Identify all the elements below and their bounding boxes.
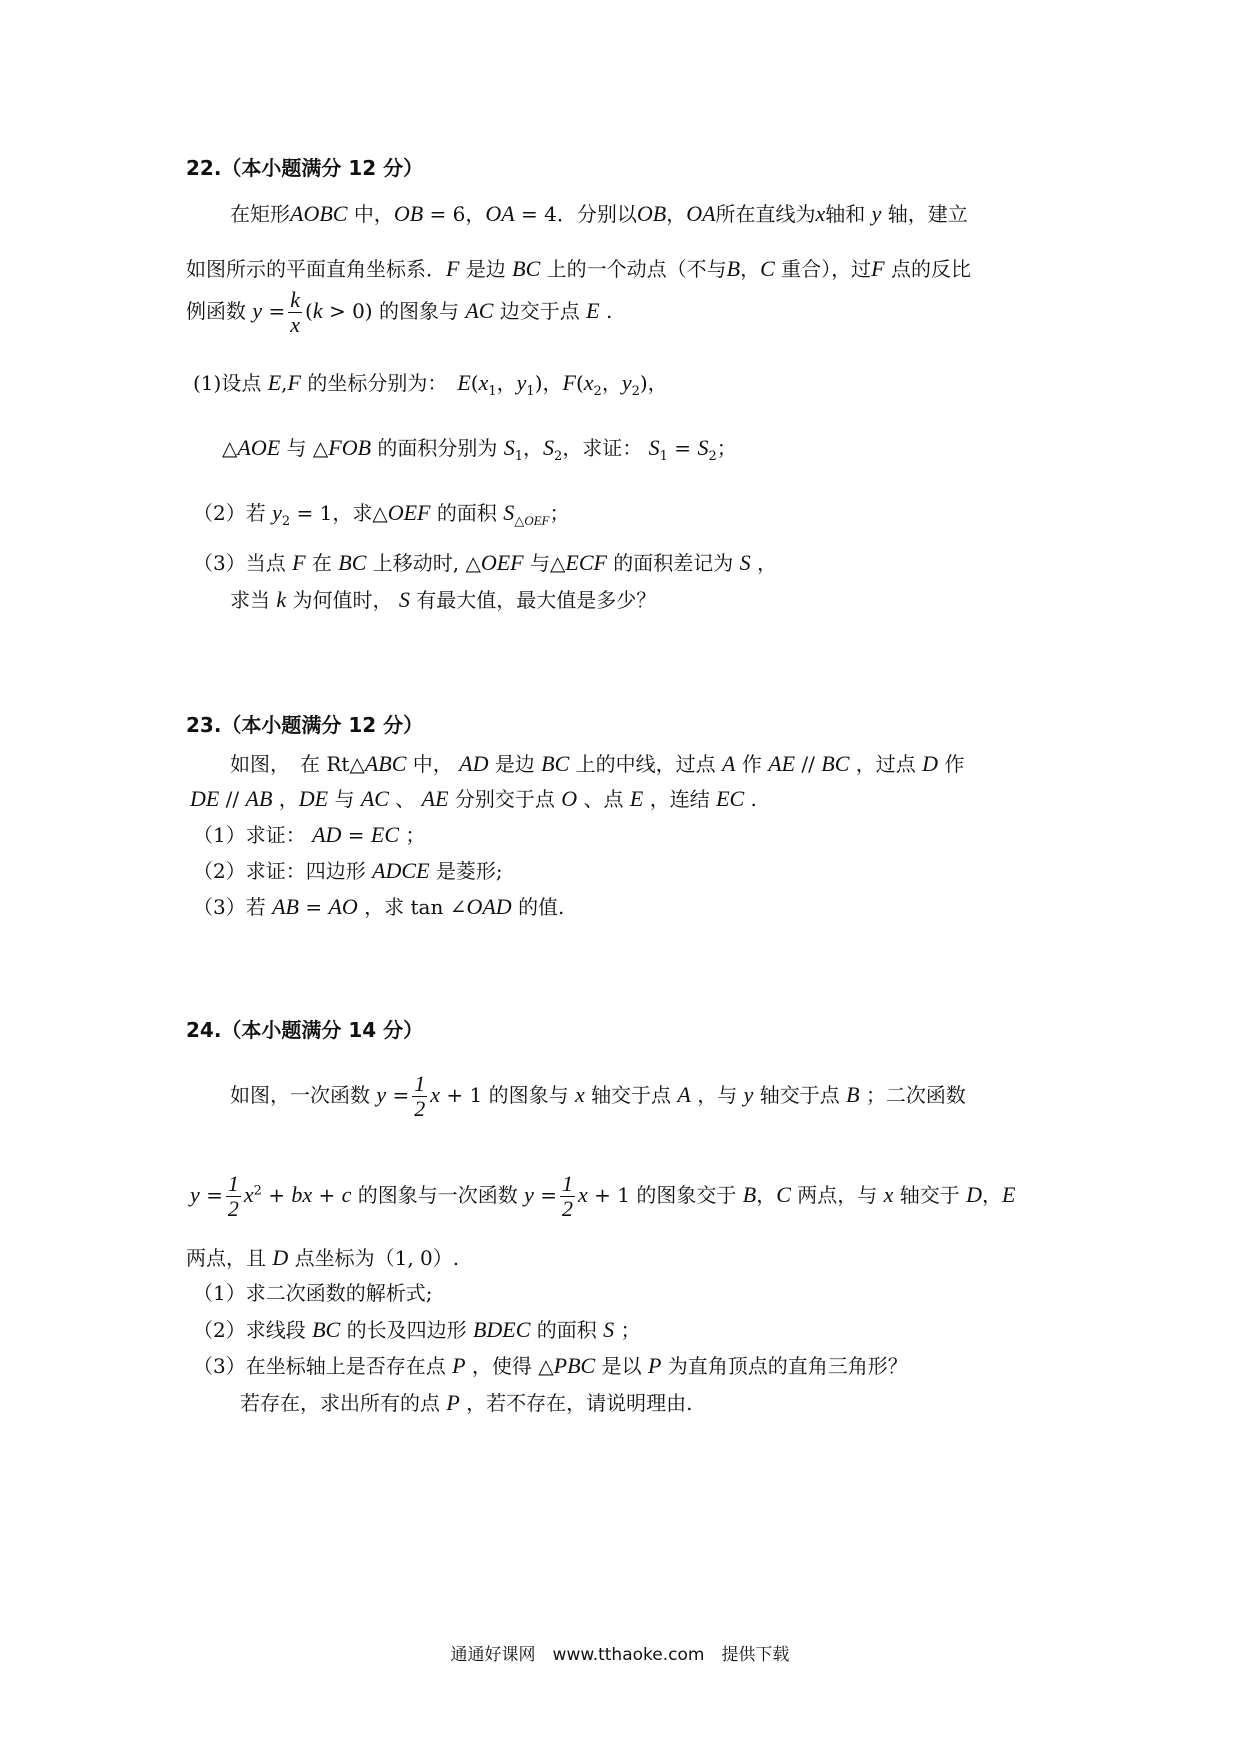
q22-part-3-line-2: 求当 k 为何值时， S 有最大值，最大值是多少？ [230,587,657,612]
fraction-one-half: $\frac{1}{2}$ [562,1171,574,1222]
q24-heading: 24.（本小题满分 14 分） [186,1018,424,1042]
q23-part-1: （1）求证： AD = EC ； [193,822,426,847]
q24-part-3: （3）在坐标轴上是否存在点 P ，使得 △PBC 是以 P 为直角顶点的直角三角形？ [193,1353,908,1378]
q23-line-2: DE // AB ，DE 与 AC 、 AE 分别交于点 O 、点 E ，连结 EC . [190,786,757,811]
fraction-one-half: $\frac{1}{2}$ [227,1171,239,1222]
q23-line-1: 如图， 在 Rt△ABC 中， AD 是边 BC 上的中线，过点 A 作 AE // BC ，过点 D 作 [230,751,965,776]
q22-part-3: （3）当点 F 在 BC 上移动时, △OEF 与△ECF 的面积差记为 S ， [193,550,778,575]
q22-line-2: 如图所示的平面直角坐标系．F 是边 BC 上的一个动点（不与B，C 重合），过F 点的反比 [186,256,971,281]
q24-part-2: （2）求线段 BC 的长及四边形 BDEC 的面积 S ； [193,1317,641,1342]
q23-part-3: （3）若 AB = AO ，求 tan ∠OAD 的值. [193,894,565,919]
q22-part-2: （2）若 $y_2 = 1$，求△OEF 的面积 $S_{\triangle OEF}$； [193,500,570,529]
q22-heading: 22.（本小题满分 12 分） [186,156,424,180]
q23-heading: 23.（本小题满分 12 分） [186,713,424,737]
q22-line-1: 在矩形AOBC 中，OB = 6，OA = 4．分别以OB，OA所在直线为x轴和 y 轴，建立 [230,201,968,226]
q24-line-2: y = $\frac{1}{2}$ $x^2$ + bx + c 的图象与一次函数 y = $\frac{1}{2}$ x + 1 的图象交于 B，C 两点，与 x 轴交于 D，E [190,1171,1016,1222]
q24-line-1: 如图，一次函数 y = $\frac{1}{2}$ x + 1 的图象与 x 轴交于点 A ，与 y 轴交于点 B ；二次函数 [230,1071,966,1122]
footer-source: 通通好课网 www.tthaoke.com 提供下载 [450,1645,790,1665]
q23-part-2: （2）求证：四边形 ADCE 是菱形; [193,858,503,883]
q24-part-3-line-2: 若存在，求出所有的点 P ，若不存在，请说明理由. [240,1390,693,1415]
fraction-k-over-x: $\frac{k}{x}$ [290,287,301,338]
fraction-one-half: $\frac{1}{2}$ [414,1071,426,1122]
q22-part-1: (1)设点 E,F 的坐标分别为： $E(x_1$，$y_1$)，$F(x_2$，$y_2$)， [193,370,668,399]
q24-part-1: （1）求二次函数的解析式; [193,1281,433,1305]
q22-line-3: 例函数 y = $\frac{k}{x}$ (k > 0) 的图象与 AC 边交于点 E . [186,287,613,338]
q24-line-3: 两点，且 D 点坐标为（1, 0）. [186,1245,460,1270]
q22-part-1-line-2: △AOE 与 △FOB 的面积分别为 $S_1$，$S_2$，求证： $S_1 = S_2$； [222,435,737,464]
